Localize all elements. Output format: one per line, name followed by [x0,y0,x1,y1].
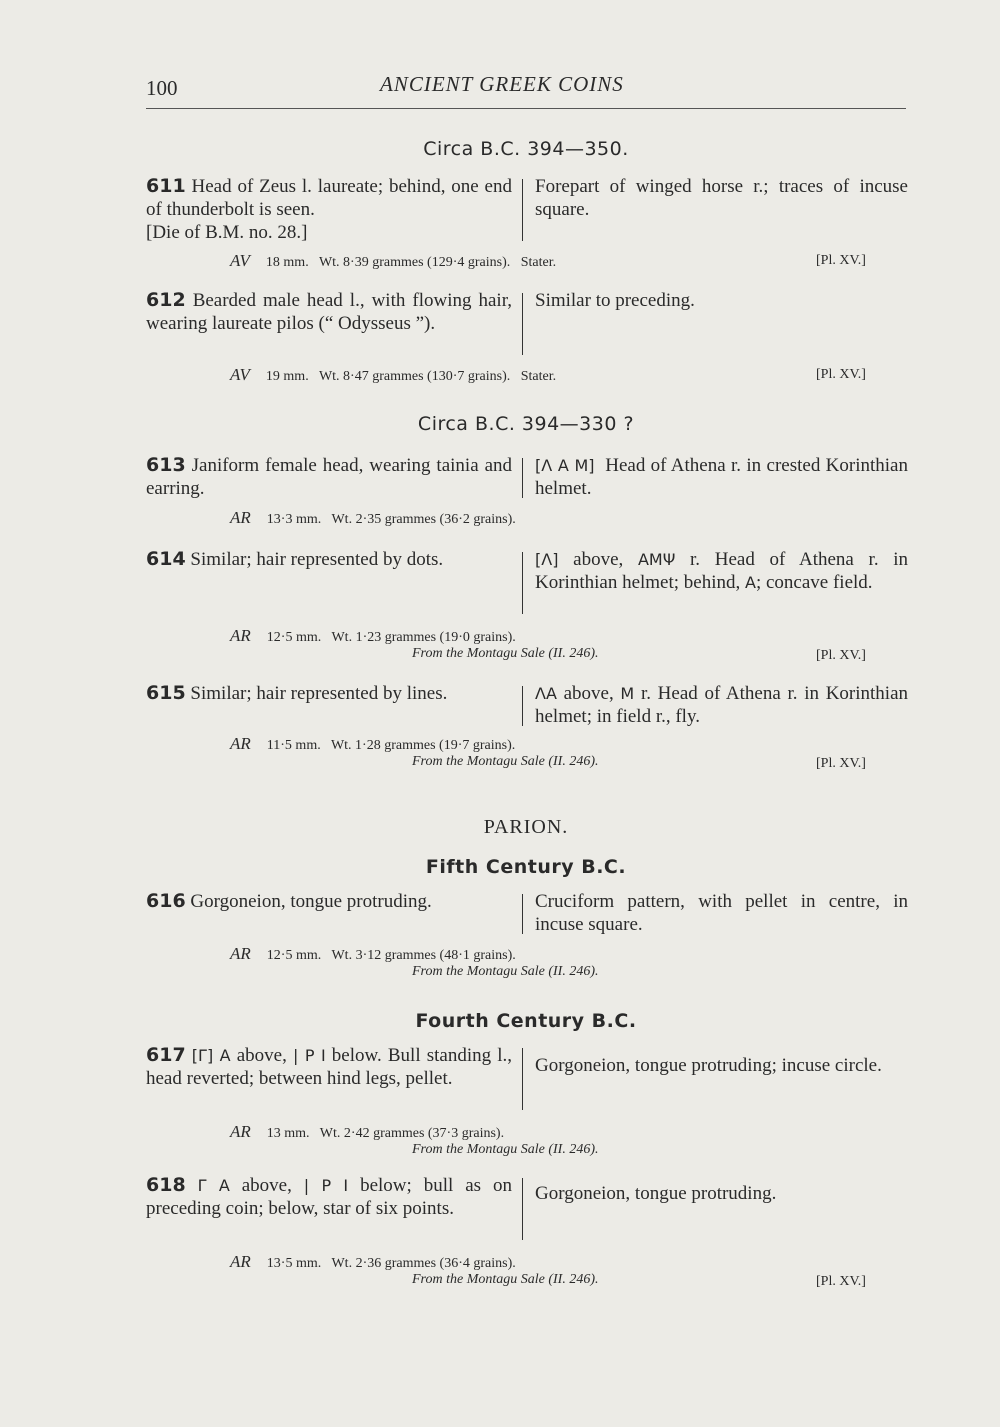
obverse-text: Similar; hair represented by lines. [190,683,448,704]
reverse-description: Similar to preceding. [535,290,695,311]
metal-symbol: AR [230,626,251,645]
catalogue-entry-614 [146,548,908,673]
obverse-description [146,548,512,571]
metal-symbol: AR [230,734,251,753]
entry-number: 615 [146,682,186,704]
obverse-description [146,289,512,335]
weight-details: 12·5 mm. Wt. 3·12 grammes (48·1 grains). [266,948,516,963]
metal-symbol: AV [230,251,250,270]
reverse-description: Forepart of winged horse r.; traces of incuse square. [535,176,908,220]
weight-details: 19 mm. Wt. 8·47 grammes (130·7 grains). Stater. [265,369,557,384]
coin-details [230,1122,504,1142]
column-divider [522,179,523,241]
entry-number: 617 [146,1044,186,1066]
metal-symbol: AR [230,508,251,527]
reverse-text: r. Head of Athena r. in Korinthian helmet; behind, [535,549,909,593]
provenance: From the Montagu Sale (II. 246). [412,1272,599,1287]
obverse-legend: [Γ] Α [191,1046,231,1065]
section-heading: Fourth Century B.C. [415,1010,637,1032]
weight-details: 18 mm. Wt. 8·39 grammes (129·4 grains). Stater. [265,255,557,270]
reverse-legend: ΑΜΨ [637,550,676,569]
provenance: From the Montagu Sale (II. 246). [412,754,599,769]
mint-title: PARION. [483,816,569,838]
weight-details: 13·5 mm. Wt. 2·36 grammes (36·4 grains). [266,1256,516,1271]
obverse-text: Similar; hair represented by dots. [190,549,444,570]
obverse-legend: | Ρ Ι [303,1176,349,1195]
column-divider [522,894,523,934]
entry-number: 614 [146,548,186,570]
obverse-description [146,175,512,244]
obverse-text: Head of Zeus l. laureate; behind, one end of thunderbolt is seen. [146,176,512,220]
reverse-text: above, [563,683,614,704]
metal-symbol: AR [230,944,251,963]
column-divider [522,1178,523,1240]
reverse-description: Gorgoneion, tongue protruding; incuse circle. [535,1055,882,1076]
reverse-description: Gorgoneion, tongue protruding. [535,1183,777,1204]
obverse-text: above, [241,1175,292,1196]
weight-details: 13·3 mm. Wt. 2·35 grammes (36·2 grains). [266,512,516,527]
catalogue-entry-616 [146,890,908,990]
catalogue-entry-611 [146,175,908,285]
die-reference: [Die of B.M. no. 28.] [146,222,308,243]
coin-details [230,734,515,754]
obverse-description [146,1044,512,1090]
obverse-text: below. Bull standing l., head reverted; between hind legs, pellet. [146,1045,513,1089]
column-divider [522,552,523,614]
obverse-description [146,682,512,705]
obverse-text: below; bull as on preceding coin; below, star of six points. [146,1175,513,1219]
obverse-legend: | Ρ Ι [292,1046,326,1065]
obverse-legend: Γ Α [197,1176,230,1195]
column-divider [522,293,523,355]
provenance: From the Montagu Sale (II. 246). [412,646,599,661]
reverse-description: Cruciform pattern, with pellet in centre, in incuse square. [535,891,908,935]
obverse-text: Janiform female head, wearing tainia and earring. [146,455,513,499]
entry-number: 618 [146,1174,186,1196]
coin-details [230,626,516,646]
plate-reference: [Pl. XV.] [816,756,866,771]
coin-details [230,251,556,271]
reverse-text: r. Head of Athena r. in Korinthian helmet; in field r., fly. [535,683,909,727]
entry-number: 616 [146,890,186,912]
header-rule [146,108,906,109]
coin-details [230,1252,516,1272]
obverse-description [146,454,512,500]
running-title: ANCIENT GREEK COINS [380,72,624,96]
catalogue-entry-617 [146,1044,908,1169]
column-divider [522,1048,523,1110]
obverse-text: Gorgoneion, tongue protruding. [190,891,432,912]
reverse-legend: [Λ] [535,550,559,569]
reverse-text: above, [573,549,624,570]
section-heading: Fifth Century B.C. [425,856,627,878]
section-heading: Circa B.C. 394—330 ? [417,413,635,435]
metal-symbol: AV [230,365,250,384]
plate-reference: [Pl. XV.] [816,253,866,268]
reverse-description [535,548,908,594]
obverse-description [146,890,512,913]
coin-details [230,944,516,964]
obverse-text: above, [236,1045,287,1066]
coin-details [230,365,556,385]
plate-reference: [Pl. XV.] [816,1274,866,1289]
plate-reference: [Pl. XV.] [816,367,866,382]
entry-number: 612 [146,289,186,311]
catalogue-entry-613 [146,454,908,534]
section-heading: Circa B.C. 394—350. [423,138,629,160]
plate-reference: [Pl. XV.] [816,648,866,663]
coin-details [230,508,516,528]
column-divider [522,686,523,726]
reverse-legend: ΛΑ [535,684,557,703]
catalogue-entry-612 [146,289,908,389]
obverse-description [146,1174,512,1220]
reverse-legend: Μ [620,684,635,703]
metal-symbol: AR [230,1252,251,1271]
reverse-legend: [Λ Α Μ] [535,456,595,475]
weight-details: 11·5 mm. Wt. 1·28 grammes (19·7 grains). [266,738,516,753]
provenance: From the Montagu Sale (II. 246). [412,1142,599,1157]
reverse-legend: Α [745,573,756,592]
entry-number: 613 [146,454,186,476]
catalogue-entry-615 [146,682,908,782]
obverse-text: Bearded male head l., with flowing hair, wearing laureate pilos (“ Odysseus ”). [146,290,513,334]
reverse-description [535,682,908,728]
weight-details: 13 mm. Wt. 2·42 grammes (37·3 grains). [266,1126,505,1141]
reverse-text: ; concave field. [755,572,873,593]
catalogue-entry-618 [146,1174,908,1299]
reverse-text: Head of Athena r. in crested Korinthian helmet. [535,455,908,499]
weight-details: 12·5 mm. Wt. 1·23 grammes (19·0 grains). [266,630,516,645]
reverse-description [535,454,908,500]
page-number: 100 [146,76,178,100]
column-divider [522,458,523,498]
metal-symbol: AR [230,1122,251,1141]
entry-number: 611 [146,175,186,197]
provenance: From the Montagu Sale (II. 246). [412,964,599,979]
